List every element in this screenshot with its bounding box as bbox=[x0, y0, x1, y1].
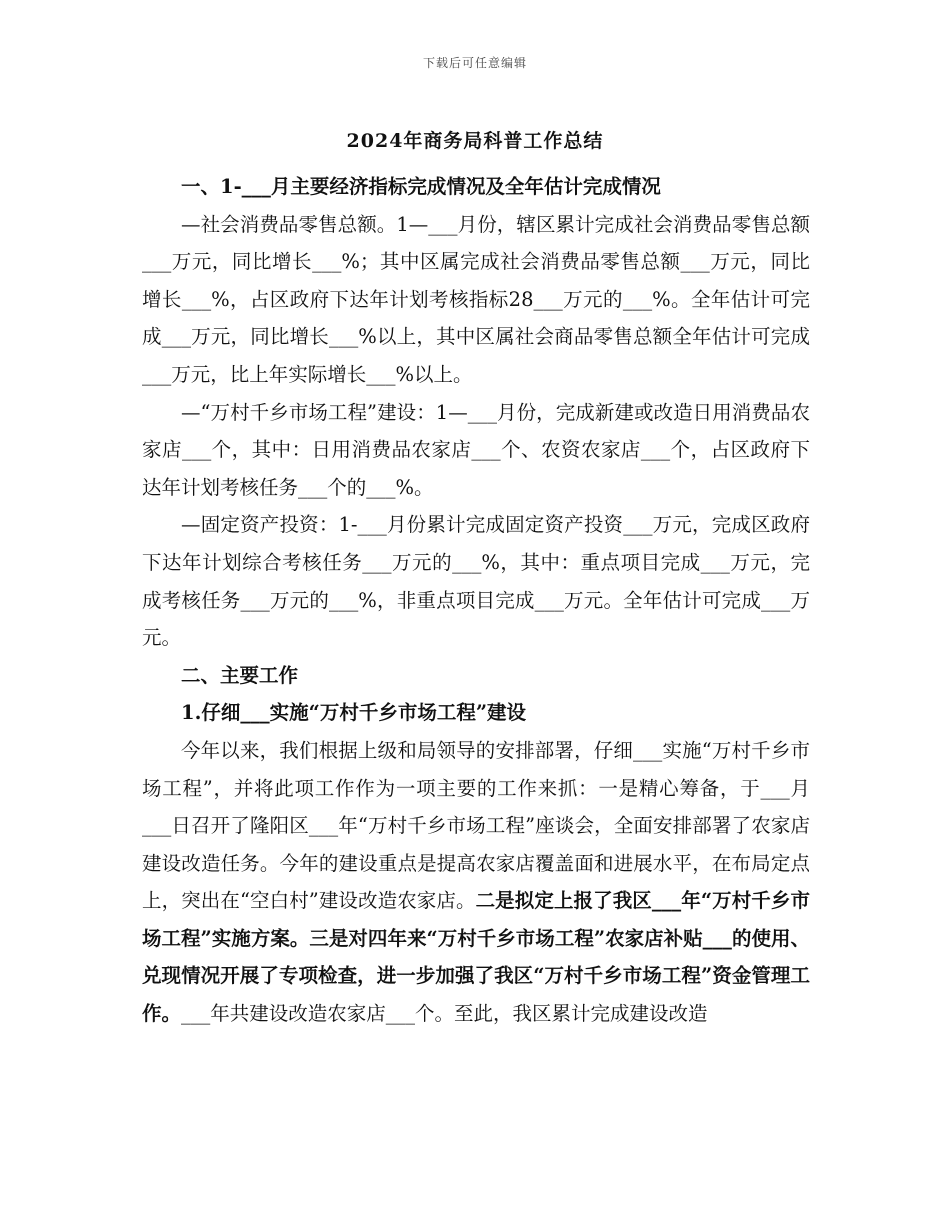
paragraph-retail-sales: —社会消费品零售总额。1—___月份，辖区累计完成社会消费品零售总额___万元，同比增长___%；其中区属完成社会消费品零售总额___万元，同比增长___%，占区政府下达年计划考核指标28___万元的___%。全年估计可完成___万元，同比增长___%以上，其中区属社会商品零售总额全年估计可完成___万元，比上年实际增长___%以上。 bbox=[142, 212, 810, 386]
paragraph-main-work bbox=[142, 732, 810, 1033]
subsection-heading-2-1: 1.仔细___实施“万村千乡市场工程”建设 bbox=[181, 701, 527, 725]
paragraph-fixed-assets: —固定资产投资：1-___月份累计完成固定资产投资___万元，完成区政府下达年计划综合考核任务___万元的___%，其中：重点项目完成___万元，完成考核任务___万元的___%，非重点项目完成___万元。全年估计可完成___万元。 bbox=[142, 513, 810, 650]
section-heading-2: 二、主要工作 bbox=[181, 663, 299, 687]
document-body bbox=[142, 168, 810, 1033]
header-note: 下载后可任意编辑 bbox=[422, 56, 527, 70]
document-title: 2024年商务局科普工作总结 bbox=[346, 130, 604, 152]
paragraph-village-market: —“万村千乡市场工程”建设：1—___月份，完成新建或改造日用消费品农家店___个，其中：日用消费品农家店___个、农资农家店___个，占区政府下达年计划考核任务___个的___%。 bbox=[142, 400, 810, 499]
section-heading-1: 一、1-___月主要经济指标完成情况及全年估计完成情况 bbox=[181, 175, 661, 198]
paragraph-main-work-tail: ___年共建设改造农家店___个。至此，我区累计完成建设改造 bbox=[181, 1002, 708, 1026]
paragraph-main-work-text: 今年以来，我们根据上级和局领导的安排部署，仔细___实施“万村千乡市场工程”，并将此项工作作为一项主要的工作来抓：一是精心筹备，于___月___日召开了隆阳区___年“万村千乡市场工程”座谈会，全面安排部署了农家店建设改造任务。今年的建设重点是提高农家店覆盖面和进展水平，在布局定点上，突出在“空白村”建设改造农家店。 bbox=[142, 738, 810, 913]
paragraph-main-work-bold-text: 二是拟定上报了我区___年“万村千乡市场工程”实施方案。三是对四年来“万村千乡市场工程”农家店补贴___的使用、兑现情况开展了专项检查，进一步加强了我区“万村千乡市场工程”资金管理工作。 bbox=[142, 889, 810, 1026]
